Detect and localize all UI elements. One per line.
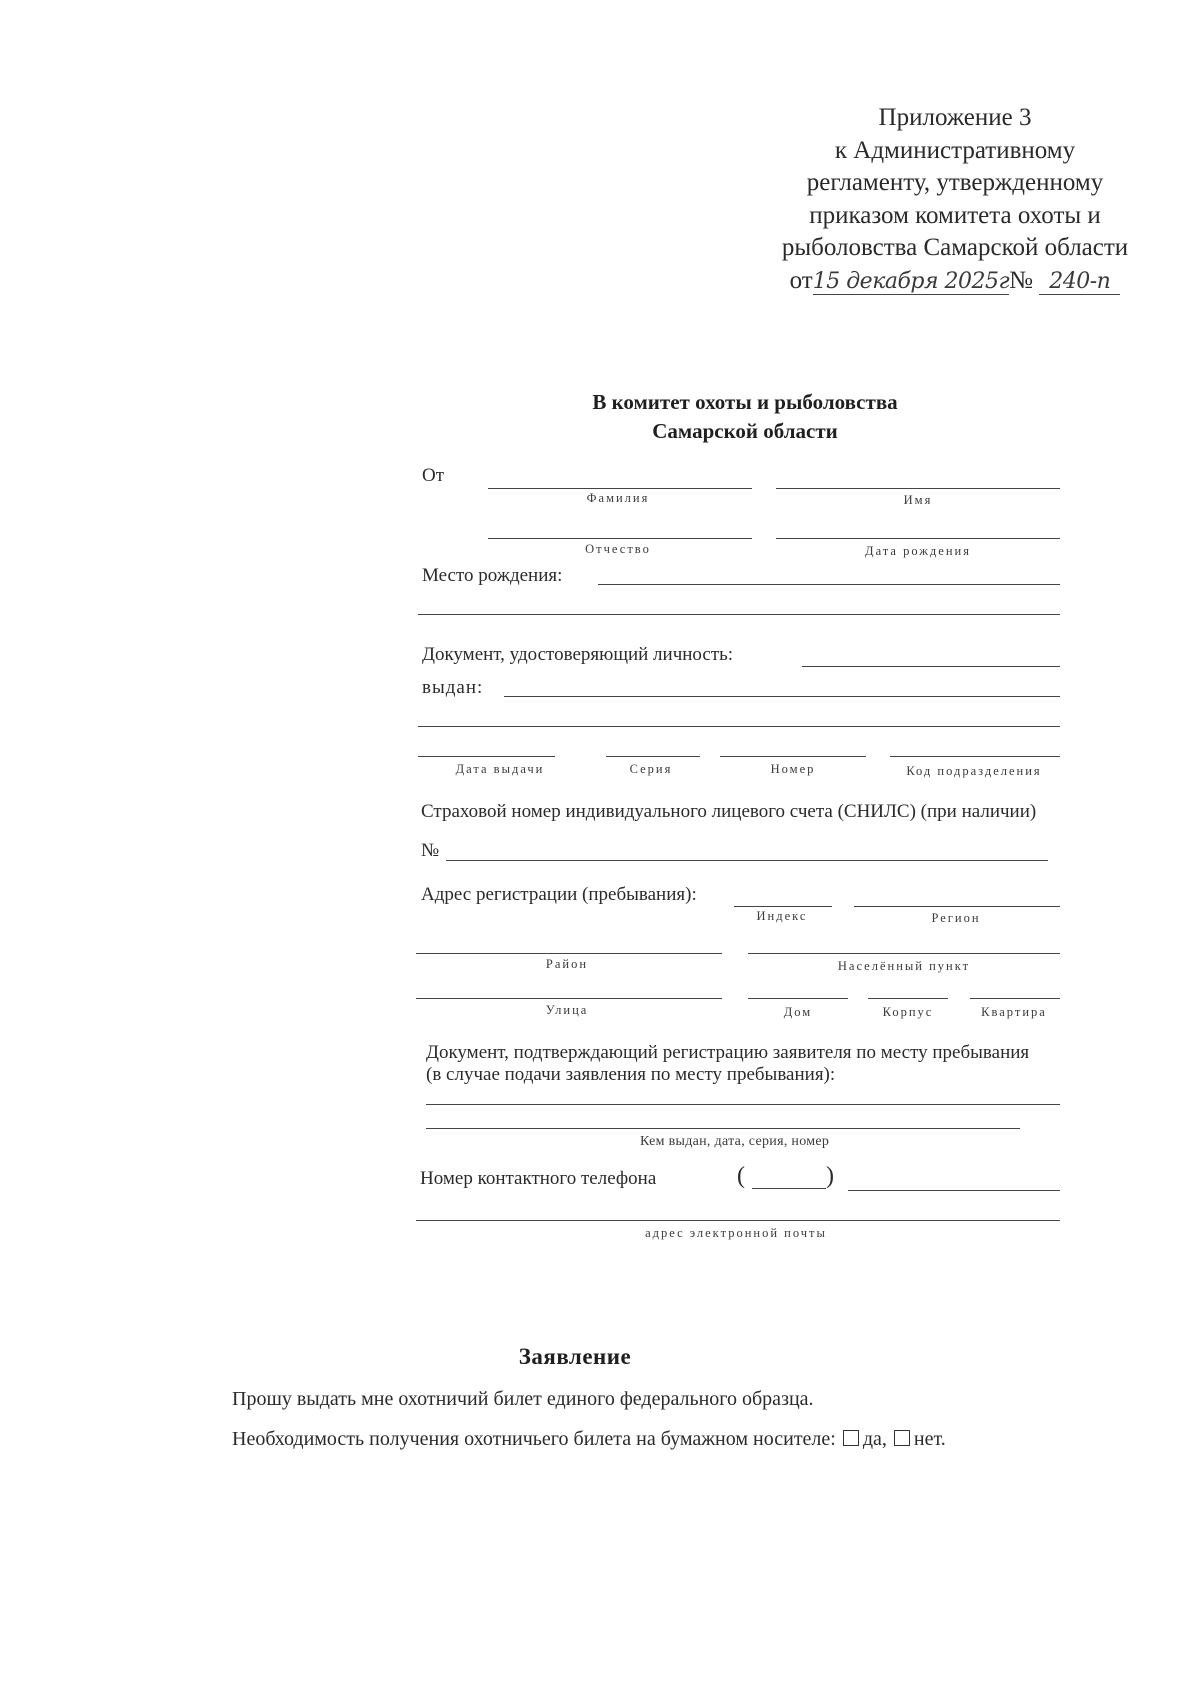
addressee-line-2: Самарской области <box>652 419 838 443</box>
date-prefix: от <box>789 266 813 294</box>
series-caption: Серия <box>629 762 673 776</box>
phone-close-paren: ) <box>826 1163 834 1189</box>
annex-line-4: приказом комитета охоты и <box>809 201 1101 229</box>
apartment-field[interactable] <box>970 998 1060 999</box>
street-field[interactable] <box>416 998 722 999</box>
yes-label: да, <box>862 1428 887 1450</box>
street-caption: Улица <box>545 1003 589 1017</box>
district-field[interactable] <box>416 953 722 954</box>
registration-label: Адрес регистрации (пребывания): <box>421 884 697 905</box>
addressee-block <box>560 388 930 446</box>
stay-document-field[interactable] <box>426 1104 1060 1105</box>
house-field[interactable] <box>748 998 848 999</box>
building-field[interactable] <box>868 998 948 999</box>
handwritten-date: 15 декабря 2025г <box>812 268 1010 294</box>
paper-option-row <box>232 1428 946 1451</box>
issued-field[interactable] <box>504 696 1060 697</box>
series-field[interactable] <box>606 756 700 757</box>
email-field[interactable] <box>416 1220 1060 1221</box>
locality-field[interactable] <box>748 953 1060 954</box>
annex-line-5: рыболовства Самарской области <box>781 234 1129 261</box>
annex-line-3: регламенту, утвержденному <box>806 169 1104 196</box>
issued-label: выдан: <box>422 677 484 698</box>
request-text: Прошу выдать мне охотничий билет единого федерального образца. <box>232 1388 814 1410</box>
phone-code-field[interactable] <box>752 1188 826 1189</box>
annex-line-1: Приложение 3 <box>878 104 1032 131</box>
annex-date-row <box>690 265 1200 298</box>
region-caption: Регион <box>931 911 981 925</box>
issue-date-caption: Дата выдачи <box>455 762 545 776</box>
patronymic-field[interactable] <box>488 538 752 539</box>
index-caption: Индекс <box>756 909 808 923</box>
phone-number-field[interactable] <box>848 1190 1060 1191</box>
from-label: От <box>422 465 445 486</box>
region-field[interactable] <box>854 906 1060 907</box>
birthplace-label: Место рождения: <box>422 565 563 586</box>
district-caption: Район <box>545 957 589 971</box>
annex-line-2: к Административному <box>834 136 1076 164</box>
stay-document-line-1: Документ, подтверждающий регистрацию заявителя по месту пребывания <box>426 1042 1030 1063</box>
stay-document-field-2[interactable] <box>426 1128 1020 1129</box>
building-caption: Корпус <box>882 1005 934 1019</box>
paper-option-label: Необходимость получения охотничьего билета на бумажном носителе: <box>232 1428 836 1450</box>
division-code-field[interactable] <box>890 756 1060 757</box>
house-caption: Дом <box>783 1005 813 1019</box>
issue-date-field[interactable] <box>418 756 555 757</box>
snils-label: Страховой номер индивидуального лицевого счета (СНИЛС) (при наличии) <box>421 801 1037 822</box>
no-label: нет. <box>913 1428 946 1450</box>
snils-field[interactable] <box>446 860 1048 861</box>
snils-number-prefix: № <box>421 840 440 861</box>
number-prefix: № <box>1009 266 1033 294</box>
statement-heading: Заявление <box>518 1344 632 1369</box>
name-caption: Имя <box>903 493 933 507</box>
id-document-label: Документ, удостоверяющий личность: <box>422 644 734 665</box>
stay-document-line-2: (в случае подачи заявления по месту пребывания): <box>426 1064 836 1085</box>
addressee-line-1: В комитет охоты и рыболовства <box>592 390 898 414</box>
surname-field[interactable] <box>488 488 752 489</box>
birthdate-caption: Дата рождения <box>865 544 971 558</box>
phone-open-paren: ( <box>737 1163 745 1189</box>
index-field[interactable] <box>734 906 832 907</box>
annex-header <box>690 102 1200 297</box>
surname-caption: Фамилия <box>586 491 650 505</box>
name-field[interactable] <box>776 488 1060 489</box>
birthplace-field[interactable] <box>598 584 1060 585</box>
birthdate-field[interactable] <box>776 538 1060 539</box>
number-field[interactable] <box>720 756 866 757</box>
id-document-field[interactable] <box>802 666 1060 667</box>
email-caption: адрес электронной почты <box>645 1226 827 1240</box>
issued-by-caption: Кем выдан, дата, серия, номер <box>640 1134 830 1149</box>
yes-checkbox[interactable] <box>843 1430 859 1446</box>
no-checkbox[interactable] <box>894 1430 910 1446</box>
birthplace-field-2[interactable] <box>418 614 1060 615</box>
apartment-caption: Квартира <box>981 1005 1047 1019</box>
number-caption: Номер <box>770 762 816 776</box>
phone-label: Номер контактного телефона <box>420 1168 657 1189</box>
locality-caption: Населённый пункт <box>837 959 971 973</box>
patronymic-caption: Отчество <box>585 542 651 556</box>
division-code-caption: Код подразделения <box>906 764 1042 778</box>
handwritten-number: 240-п <box>1039 270 1120 295</box>
issued-field-2[interactable] <box>418 726 1060 727</box>
